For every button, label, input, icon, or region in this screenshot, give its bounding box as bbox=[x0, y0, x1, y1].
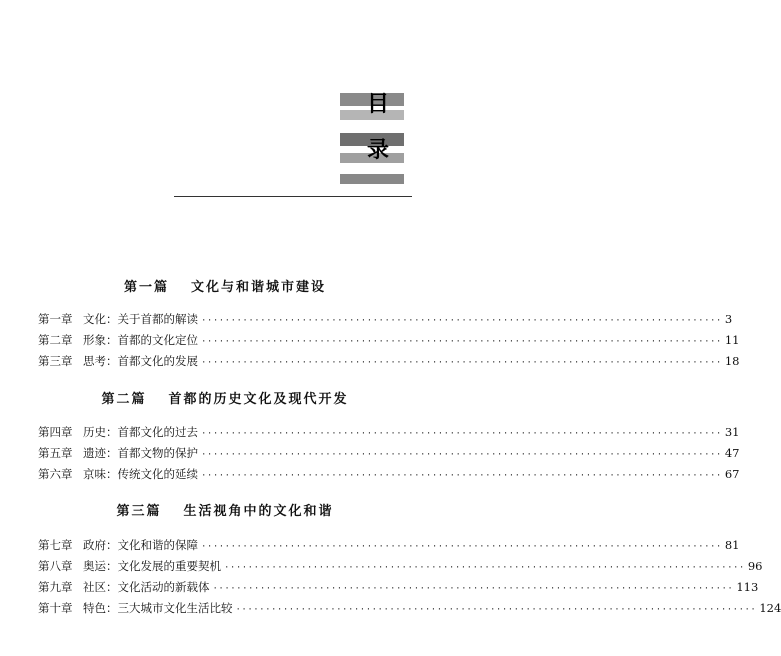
dot-leader: ························································································ bbox=[201, 429, 722, 439]
header-rule bbox=[174, 196, 412, 197]
dot-leader: ························································································ bbox=[201, 358, 722, 368]
chapter-topic: 遗迹： bbox=[83, 446, 118, 460]
page-number: 67 bbox=[724, 467, 740, 481]
chapter-title: 三大城市文化生活比较 bbox=[117, 601, 233, 615]
part-title: 文化与和谐城市建设 bbox=[191, 280, 327, 295]
chapter-number: 第十章 bbox=[38, 601, 73, 615]
chapter-number: 第六章 bbox=[38, 467, 73, 481]
chapter-number: 第一章 bbox=[38, 312, 73, 326]
part-number: 第一篇 bbox=[123, 280, 169, 295]
chapter-topic: 政府： bbox=[83, 538, 118, 552]
chapter-number: 第八章 bbox=[38, 559, 73, 573]
page-number: 124 bbox=[759, 601, 781, 615]
dot-leader: ························································································ bbox=[224, 563, 745, 573]
toc-entry[interactable] bbox=[38, 558, 763, 574]
toc-entry[interactable] bbox=[38, 579, 759, 595]
chapter-title: 首都文化的发展 bbox=[117, 354, 198, 368]
chapter-topic: 思考： bbox=[83, 354, 118, 368]
dot-leader: ························································································ bbox=[201, 471, 722, 481]
toc-entry[interactable] bbox=[38, 445, 740, 461]
chapter-number: 第九章 bbox=[38, 580, 73, 594]
page-number: 18 bbox=[724, 354, 740, 368]
page-number: 96 bbox=[747, 559, 763, 573]
dot-leader: ························································································ bbox=[201, 316, 722, 326]
chapter-number: 第三章 bbox=[38, 354, 73, 368]
chapter-title: 文化和谐的保障 bbox=[117, 538, 198, 552]
toc-entry[interactable] bbox=[38, 311, 733, 327]
page-number: 31 bbox=[724, 425, 740, 439]
part-title: 生活视角中的文化和谐 bbox=[183, 504, 334, 519]
contents-title-char: 录 bbox=[367, 138, 390, 163]
chapter-topic: 文化： bbox=[83, 312, 118, 326]
dot-leader: ························································································ bbox=[235, 605, 757, 615]
chapter-title: 文化发展的重要契机 bbox=[117, 559, 221, 573]
page-number: 11 bbox=[724, 333, 740, 347]
page-number: 113 bbox=[736, 580, 759, 594]
decorative-gray-bar bbox=[340, 174, 404, 184]
dot-leader: ························································································ bbox=[201, 450, 722, 460]
chapter-title: 首都的文化定位 bbox=[117, 333, 198, 347]
toc-entry[interactable] bbox=[38, 600, 781, 616]
chapter-topic: 京味： bbox=[83, 467, 118, 481]
part-heading bbox=[0, 388, 450, 407]
toc-entry[interactable] bbox=[38, 466, 740, 482]
part-heading bbox=[0, 276, 450, 295]
page-number: 81 bbox=[724, 538, 740, 552]
dot-leader: ························································································ bbox=[201, 542, 722, 552]
toc-entry[interactable] bbox=[38, 332, 740, 348]
chapter-topic: 社区： bbox=[83, 580, 118, 594]
contents-title-char: 目 bbox=[367, 92, 390, 117]
contents-header-graphic bbox=[0, 0, 450, 210]
chapter-title: 传统文化的延续 bbox=[117, 467, 198, 481]
part-heading bbox=[0, 500, 450, 519]
part-number: 第二篇 bbox=[101, 392, 147, 407]
chapter-number: 第二章 bbox=[38, 333, 73, 347]
chapter-topic: 奥运： bbox=[83, 559, 118, 573]
chapter-title: 文化活动的新载体 bbox=[117, 580, 210, 594]
dot-leader: ························································································ bbox=[212, 584, 734, 594]
chapter-number: 第五章 bbox=[38, 446, 73, 460]
page-number: 47 bbox=[724, 446, 740, 460]
chapter-number: 第七章 bbox=[38, 538, 73, 552]
chapter-number: 第四章 bbox=[38, 425, 73, 439]
chapter-topic: 历史： bbox=[83, 425, 118, 439]
chapter-title: 首都文化的过去 bbox=[117, 425, 198, 439]
page-number: 3 bbox=[724, 312, 733, 326]
part-number: 第三篇 bbox=[116, 504, 162, 519]
toc-entry[interactable] bbox=[38, 424, 740, 440]
chapter-topic: 特色： bbox=[83, 601, 118, 615]
chapter-topic: 形象： bbox=[83, 333, 118, 347]
chapter-title: 首都文物的保护 bbox=[117, 446, 198, 460]
chapter-title: 关于首都的解读 bbox=[117, 312, 198, 326]
toc-entry[interactable] bbox=[38, 537, 740, 553]
part-title: 首都的历史文化及现代开发 bbox=[168, 392, 349, 407]
dot-leader: ························································································ bbox=[201, 337, 722, 347]
toc-entry[interactable] bbox=[38, 353, 740, 369]
